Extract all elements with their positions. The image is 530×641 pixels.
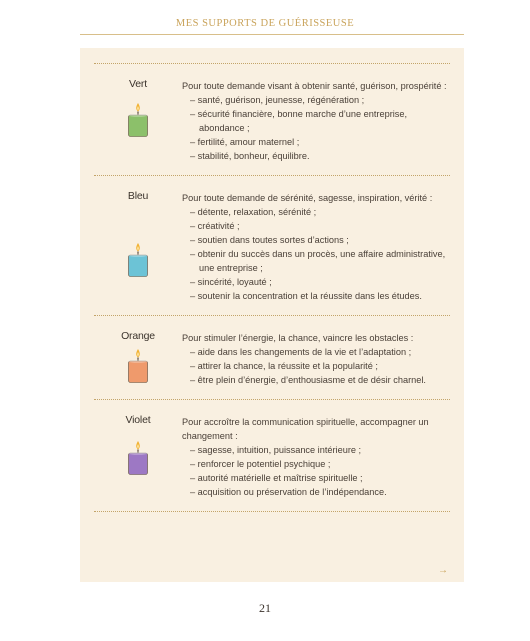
section-label-column xyxy=(94,64,182,175)
header-rule xyxy=(80,34,464,35)
running-head: MES SUPPORTS DE GUÉRISSEUSE xyxy=(175,18,355,29)
blue-candle-icon xyxy=(127,242,149,278)
section-description xyxy=(182,316,450,399)
violet-candle-icon xyxy=(127,440,149,476)
list-item: – soutenir la concentration et la réussite dans les études. xyxy=(190,291,422,301)
dotted-separator xyxy=(94,511,450,512)
section-label-column xyxy=(94,176,182,315)
benefit-list xyxy=(182,205,450,303)
benefit-list xyxy=(182,443,450,499)
color-name: Violet xyxy=(125,414,151,426)
list-item: – attirer la chance, la réussite et la popularité ; xyxy=(190,361,378,371)
list-item: – sincérité, loyauté ; xyxy=(190,277,272,287)
list-item: – créativité ; xyxy=(190,221,240,231)
list-item: – santé, guérison, jeunesse, régénération ; xyxy=(190,95,365,105)
section-description xyxy=(182,176,450,315)
list-item: – obtenir du succès dans un procès, une affaire administrative, une entreprise ; xyxy=(190,249,446,273)
benefit-list xyxy=(182,345,450,387)
section-description xyxy=(182,64,450,175)
benefit-list xyxy=(182,93,450,163)
list-item: – être plein d’énergie, d’enthousiasme et de désir charnel. xyxy=(190,375,426,385)
orange-candle-icon xyxy=(127,348,149,384)
section-intro: Pour toute demande visant à obtenir santé, guérison, prospérité : xyxy=(182,81,447,91)
section-intro: Pour stimuler l’énergie, la chance, vaincre les obstacles : xyxy=(182,333,414,343)
list-item: – soutien dans toutes sortes d’actions ; xyxy=(190,235,349,245)
section-vert xyxy=(94,64,450,175)
section-intro: Pour toute demande de sérénité, sagesse, inspiration, vérité : xyxy=(182,193,433,203)
section-label-column xyxy=(94,316,182,399)
list-item: – renforcer le potentiel psychique ; xyxy=(190,459,331,469)
list-item: – sagesse, intuition, puissance intérieure ; xyxy=(190,445,362,455)
list-item: – fertilité, amour maternel ; xyxy=(190,137,300,147)
section-bleu xyxy=(94,176,450,315)
list-item: – sécurité financière, bonne marche d’une entreprise, abondance ; xyxy=(190,109,408,133)
section-label-column xyxy=(94,400,182,511)
list-item: – aide dans les changements de la vie et l’adaptation ; xyxy=(190,347,412,357)
section-violet xyxy=(94,400,450,511)
section-intro: Pour accroître la communication spirituelle, accompagner un changement : xyxy=(182,417,429,441)
green-candle-icon xyxy=(127,102,149,138)
color-table-box xyxy=(80,48,464,582)
section-orange xyxy=(94,316,450,399)
color-name: Bleu xyxy=(127,190,149,202)
page-number: 21 xyxy=(259,601,271,615)
list-item: – acquisition ou préservation de l’indépendance. xyxy=(190,487,387,497)
list-item: – stabilité, bonheur, équilibre. xyxy=(190,151,310,161)
list-item: – autorité matérielle et maîtrise spirituelle ; xyxy=(190,473,363,483)
color-name: Orange xyxy=(121,330,155,342)
color-name: Vert xyxy=(129,78,147,90)
list-item: – détente, relaxation, sérénité ; xyxy=(190,207,317,217)
section-description xyxy=(182,400,450,511)
continue-arrow-icon: → xyxy=(438,565,448,576)
